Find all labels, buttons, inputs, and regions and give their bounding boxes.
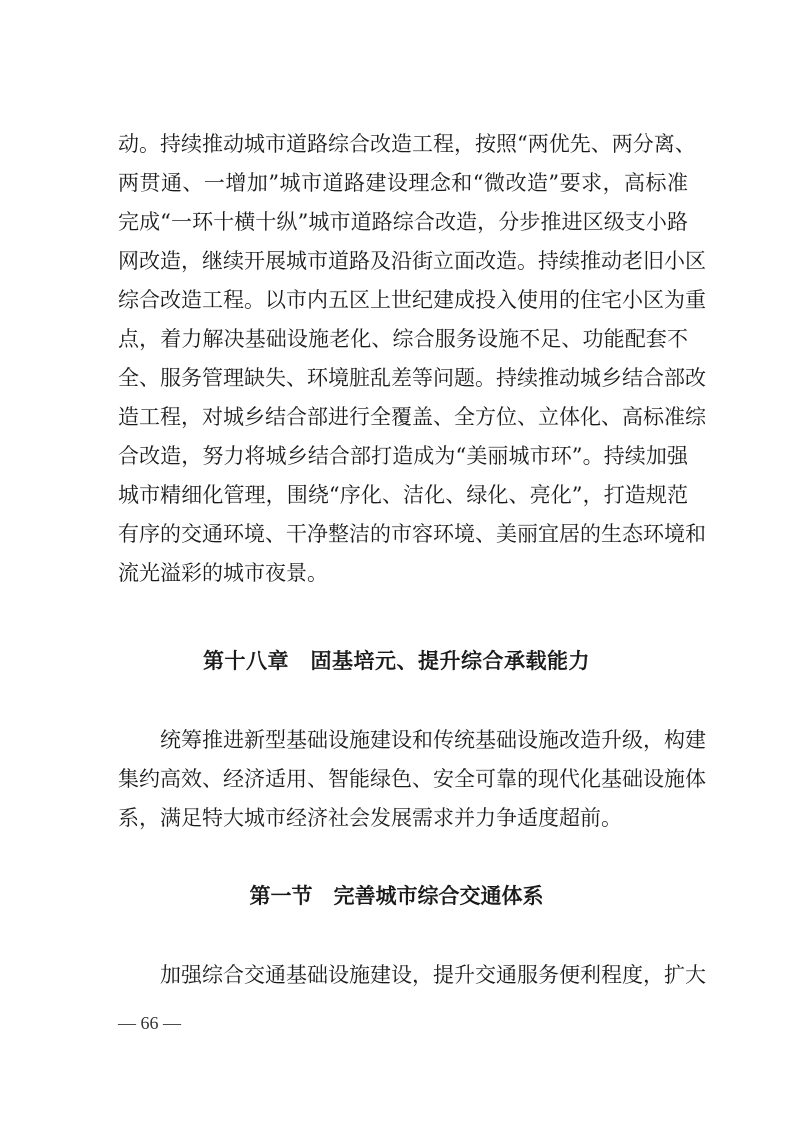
text-line: 网改造，继续开展城市道路及沿街立面改造。持续推动老旧小区 <box>118 249 706 273</box>
chapter-title: 第十八章 固基培元、提升综合承载能力 <box>203 649 590 673</box>
text-line: 造工程，对城乡结合部进行全覆盖、全方位、立体化、高标准综 <box>118 405 706 429</box>
text-line: 两贯通、一增加”城市道路建设理念和“微改造”要求，高标准 <box>118 171 688 195</box>
section-title: 第一节 完善城市综合交通体系 <box>249 883 544 908</box>
text-line: 城市精细化管理，围绕“序化、洁化、绿化、亮化”，打造规范 <box>118 483 688 507</box>
text-line: 加强综合交通基础设施建设，提升交通服务便利程度，扩大 <box>160 963 706 987</box>
text-line: 集约高效、经济适用、智能绿色、安全可靠的现代化基础设施体 <box>118 767 706 791</box>
text-line: 动。持续推动城市道路综合改造工程，按照“两优先、两分离、 <box>118 132 696 156</box>
text-line: 全、服务管理缺失、环境脏乱差等问题。持续推动城乡结合部改 <box>118 366 706 390</box>
text-line: 统筹推进新型基础设施建设和传统基础设施改造升级，构建 <box>160 728 706 752</box>
text-line: 流光溢彩的城市夜景。 <box>118 561 328 585</box>
text-line: 综合改造工程。以市内五区上世纪建成投入使用的住宅小区为重 <box>118 288 706 312</box>
text-line: 系，满足特大城市经济社会发展需求并力争适度超前。 <box>118 806 622 830</box>
text-line: 点，着力解决基础设施老化、综合服务设施不足、功能配套不 <box>118 327 688 351</box>
text-line: 合改造，努力将城乡结合部打造成为“美丽城市环”。持续加强 <box>118 444 688 468</box>
page-number: — 66 — <box>118 1013 181 1033</box>
text-line: 有序的交通环境、干净整洁的市容环境、美丽宜居的生态环境和 <box>118 522 706 546</box>
text-line: 完成“一环十横十纵”城市道路综合改造，分步推进区级支小路 <box>118 210 688 234</box>
